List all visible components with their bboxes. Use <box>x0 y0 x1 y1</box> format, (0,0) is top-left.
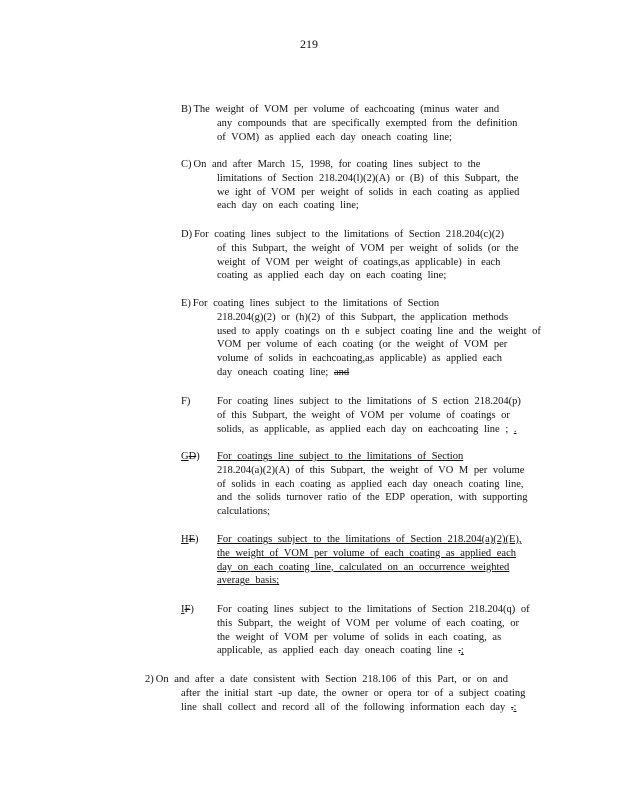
paragraph-2-last-line <box>145 701 565 715</box>
paragraph-f-line: of this Subpart, the weight of VOM per volume of coatings or <box>217 409 510 421</box>
paragraph-d-label: D) <box>181 229 193 240</box>
paragraph-g-label <box>181 450 200 464</box>
paragraph-e-line: volume of solids in eachcoating,as applicable) as applied each <box>217 353 502 365</box>
paragraph-f-body <box>217 395 521 436</box>
inserted-label: G <box>181 451 189 462</box>
paragraph-i-last-line <box>217 644 530 658</box>
paragraph-g-line-inserted: For coatings line subject to the limitations of Section <box>217 451 464 462</box>
paragraph-g-line: and the solids turnover ratio of the EDP operation, with supporting <box>217 492 528 504</box>
paragraph-g <box>181 450 581 518</box>
paragraph-f-line: For coating lines subject to the limitations of S ection 218.204(p) <box>217 396 521 407</box>
paragraph-b-label: B) <box>181 104 192 115</box>
paragraph-c-label: C) <box>181 159 192 170</box>
paragraph-e-line: VOM per volume of each coating (or the weight of VOM per <box>217 339 508 351</box>
paragraph-2-text: On and after a date consistent with Section 218.106 of this Part, or on and <box>155 674 509 685</box>
paragraph-d-line: weight of VOM per weight of coatings,as applicable) in each <box>217 256 501 268</box>
paragraph-b <box>181 103 581 144</box>
deleted-label: F <box>184 604 191 615</box>
paragraph-e-line: day oneach coating line; <box>217 366 329 378</box>
inserted-label: H <box>181 534 189 545</box>
paragraph-b-text: The weight of VOM per volume of eachcoating (minus water and <box>193 104 500 115</box>
paragraph-g-line: of solids in each coating as applied each day oneach coating line, <box>217 478 524 490</box>
paragraph-c-line: limitations of Section 218.204(l)(2)(A) or (B) of this Subpart, the <box>217 172 519 184</box>
paragraph-h-line: the weight of VOM per volume of each coating as applied each <box>217 547 517 559</box>
inserted-semicolon: ; <box>460 645 464 657</box>
paragraph-e-text: For coating lines subject to the limitations of Section <box>192 298 440 309</box>
inserted-label: I <box>181 604 185 615</box>
paragraph-i-body <box>217 603 530 658</box>
deleted-label: E <box>188 534 196 545</box>
paragraph-g-line: calculations; <box>217 506 271 518</box>
paragraph-i-line: this Subpart, the weight of VOM per volume of each coating, or <box>217 617 519 629</box>
paragraph-f-last-line <box>217 423 521 437</box>
paragraph-g-line: 218.204(a)(2)(A) of this Subpart, the weight of VO M per volume <box>217 464 525 476</box>
paragraph-i <box>181 603 581 659</box>
deleted-period: . <box>458 645 461 657</box>
paragraph-2-line: line shall collect and record all of the following information each day <box>181 701 506 713</box>
paragraph-f-label: F) <box>181 396 191 407</box>
paragraph-e-line: used to apply coatings on th e subject coating line and the weight of <box>217 325 541 337</box>
label-suffix: ) <box>196 451 200 462</box>
paragraph-c <box>181 158 581 213</box>
paragraph-h-line: For coatings subject to the limitations of Section 218.204(a)(2)(E), <box>217 534 522 545</box>
label-suffix: ) <box>195 534 199 545</box>
deleted-period: . <box>510 701 514 713</box>
paragraph-e-first-line <box>181 297 581 311</box>
paragraph-h-line: day on each coating line, calculated on an occurrence weighted <box>217 561 510 573</box>
paragraph-i-line: For coating lines subject to the limitations of Section 218.204(q) of <box>217 604 530 615</box>
paragraph-f <box>181 395 581 440</box>
paragraph-2-first-line <box>145 673 565 687</box>
paragraph-d-text: For coating lines subject to the limitations of Section 218.204(c)(2) <box>194 229 504 240</box>
paragraph-d-line: of this Subpart, the weight of VOM per weight of solids (or the <box>217 242 519 254</box>
paragraph-2 <box>145 673 565 714</box>
deleted-text: and <box>333 366 350 378</box>
paragraph-e-label: E) <box>181 298 191 309</box>
paragraph-h <box>181 533 581 589</box>
paragraph-i-line: the weight of VOM per volume of solids in each coating, as <box>217 631 502 643</box>
paragraph-d-first-line <box>181 228 581 242</box>
paragraph-i-label <box>181 603 194 617</box>
paragraph-i-line: applicable, as applied each day oneach coating line <box>217 645 453 657</box>
paragraph-c-text: On and after March 15, 1998, for coating lines subject to the <box>193 159 481 170</box>
page-number: 219 <box>300 37 318 51</box>
paragraph-d-line: coating as applied each day on each coating line; <box>217 270 447 282</box>
paragraph-h-label <box>181 533 199 547</box>
paragraph-h-line: average basis; <box>217 575 280 587</box>
paragraph-c-first-line <box>181 158 581 172</box>
paragraph-c-line: we ight of VOM per weight of solids in each coating as applied <box>217 186 520 198</box>
paragraph-2-label: 2) <box>145 674 154 685</box>
paragraph-g-body <box>217 450 527 519</box>
label-suffix: ) <box>190 604 194 615</box>
paragraph-b-first-line <box>181 103 581 117</box>
paragraph-e-line: 218.204(g)(2) or (h)(2) of this Subpart, the application methods <box>217 311 509 323</box>
paragraph-e-last-line <box>181 366 581 380</box>
paragraph-c-line: each day on each coating line; <box>217 200 359 212</box>
paragraph-e <box>181 297 581 380</box>
inserted-mark: . <box>513 423 517 435</box>
deleted-label: D <box>188 451 197 462</box>
paragraph-b-line: of VOM) as applied each day oneach coating line; <box>217 131 452 143</box>
paragraph-h-body <box>217 533 522 588</box>
paragraph-d <box>181 228 581 283</box>
paragraph-b-line: any compounds that are specifically exempted from the definition <box>217 117 518 129</box>
paragraph-f-line: solids, as applicable, as applied each day on eachcoating line ; <box>217 423 509 435</box>
paragraph-2-line: after the initial start -up date, the owner or opera tor of a subject coating <box>181 687 526 699</box>
inserted-colon: : <box>513 701 517 713</box>
